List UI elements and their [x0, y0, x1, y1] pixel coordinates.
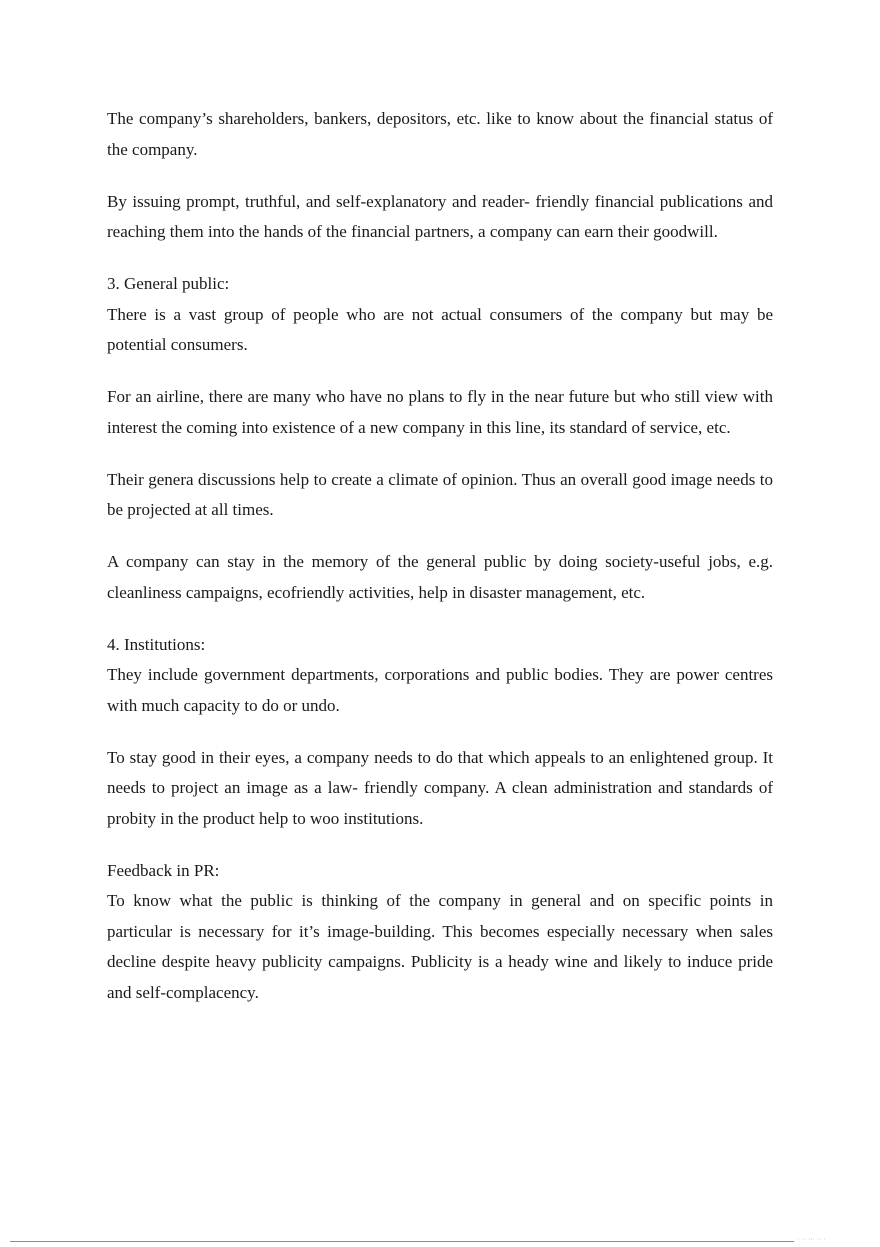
- paragraph-enlightened-group: To stay good in their eyes, a company needs to do that which appeals to an enlightened group. It needs to project an image as a law- friendly company. A clean administration and standards of probity in the product help to woo institutions.: [107, 747, 773, 828]
- paragraph-airline-example: For an airline, there are many who have no plans to fly in the near future but who still view with interest the coming into existence of a new company in this line, its standard of service, etc.: [107, 387, 773, 437]
- heading-institutions: 4. Institutions:: [107, 634, 206, 654]
- paragraph-potential-consumers: There is a vast group of people who are not actual consumers of the company but may be potential consumers.: [107, 304, 773, 354]
- footer-page-mark: · ·· ··· ·· ·: [797, 1236, 826, 1243]
- paragraph-feedback-image-building: To know what the public is thinking of the company in general and on specific points in particular is necessary for it’s image-building. This becomes especially necessary when sales decline despite heavy publicity campaigns. Publicity is a heady wine and likely to induce pride and self-complacency.: [107, 891, 773, 1002]
- heading-general-public: 3. General public:: [107, 274, 230, 293]
- paragraph-financial-interest: The company’s shareholders, bankers, depositors, etc. like to know about the financial status of the company.: [107, 109, 773, 159]
- paragraph-power-centres: They include government departments, corporations and public bodies. They are power centres with much capacity to do or undo.: [107, 665, 773, 715]
- heading-feedback-in-pr: Feedback in PR:: [107, 860, 220, 880]
- paragraph-society-useful-jobs: A company can stay in the memory of the general public by doing society-useful jobs, e.g. cleanliness campaigns, ecofriendly activities, help in disaster management, etc.: [107, 552, 773, 602]
- footer-divider: [10, 1241, 794, 1242]
- paragraph-financial-publications: By issuing prompt, truthful, and self-explanatory and reader- friendly financial publications and reaching them into the hands of the financial partners, a company can earn their goodwill.: [107, 191, 773, 241]
- paragraph-climate-of-opinion: Their genera discussions help to create a climate of opinion. Thus an overall good image needs to be projected at all times.: [107, 469, 773, 519]
- document-body: [107, 104, 773, 1030]
